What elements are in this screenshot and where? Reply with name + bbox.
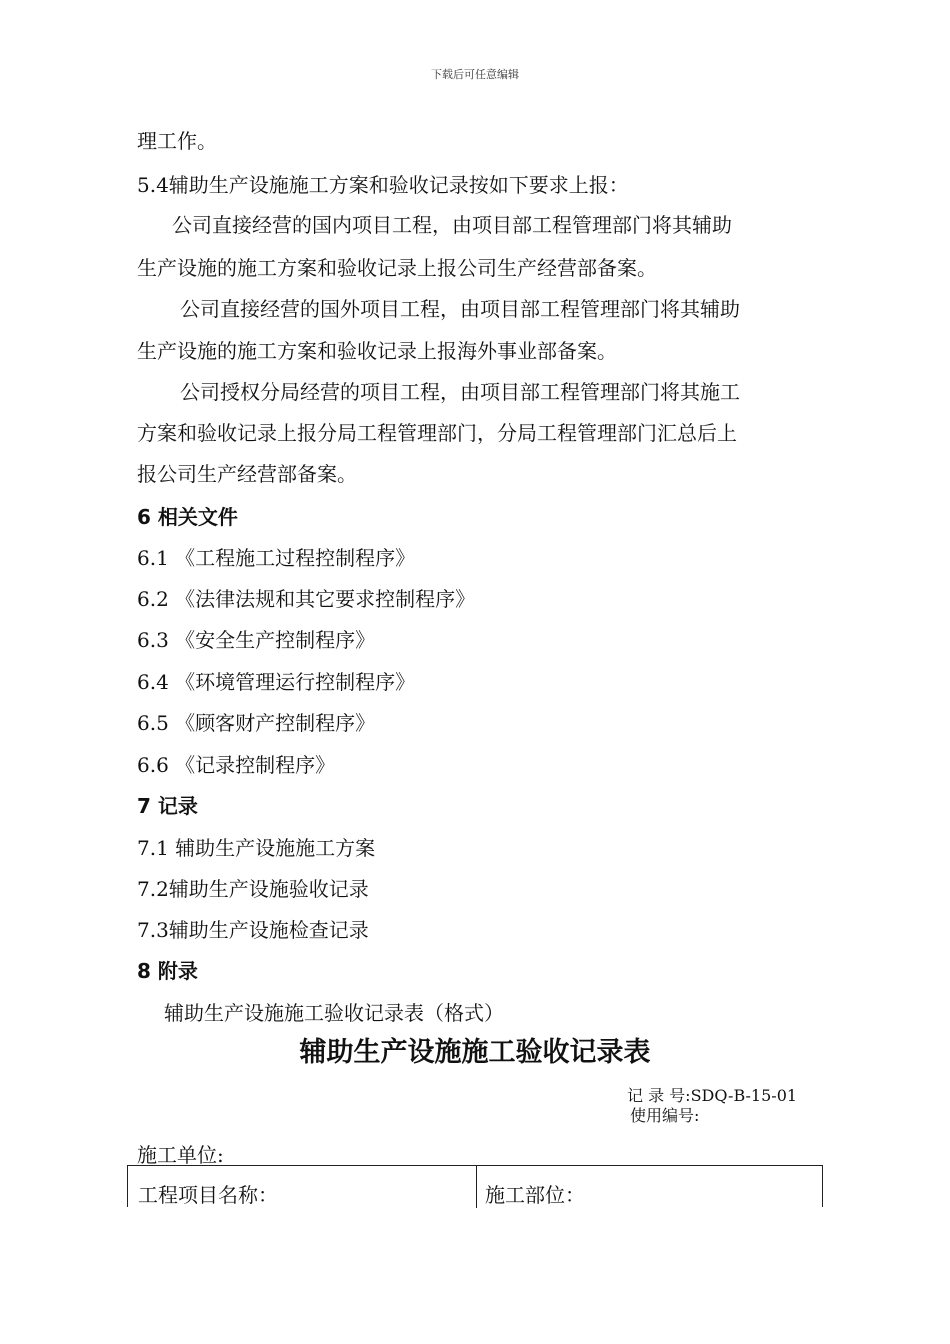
reference-item: 6.6 《记录控制程序》	[137, 753, 336, 777]
form-title: 辅助生产设施施工验收记录表	[299, 1037, 651, 1068]
construction-unit-label: 施工单位:	[137, 1143, 224, 1167]
table-divider	[476, 1166, 477, 1208]
paragraph-line: 生产设施的施工方案和验收记录上报公司生产经营部备案。	[137, 256, 657, 280]
form-table	[127, 1165, 823, 1207]
reference-item: 6.5 《顾客财产控制程序》	[137, 711, 376, 735]
header-note: 下载后可任意编辑	[431, 68, 519, 81]
construction-part-field: 施工部位：	[485, 1183, 585, 1207]
paragraph-line: 公司直接经营的国外项目工程，由项目部工程管理部门将其辅助	[180, 297, 740, 321]
paragraph-line: 理工作。	[137, 129, 217, 153]
paragraph-line: 报公司生产经营部备案。	[137, 462, 357, 486]
paragraph-line: 生产设施的施工方案和验收记录上报海外事业部备案。	[137, 339, 617, 363]
reference-item: 6.4 《环境管理运行控制程序》	[137, 670, 416, 694]
record-item: 7.3辅助生产设施检查记录	[137, 918, 369, 942]
project-name-field: 工程项目名称：	[138, 1183, 278, 1207]
appendix-caption: 辅助生产设施施工验收记录表（格式）	[164, 1001, 504, 1025]
reference-item: 6.1 《工程施工过程控制程序》	[137, 546, 416, 570]
section-heading: 7 记录	[137, 794, 198, 818]
paragraph-line: 公司直接经营的国内项目工程，由项目部工程管理部门将其辅助	[172, 213, 732, 237]
record-number: 记 录 号:SDQ-B-15-01	[627, 1086, 798, 1105]
paragraph-line: 方案和验收记录上报分局工程管理部门，分局工程管理部门汇总后上	[137, 421, 737, 445]
section-heading: 8 附录	[137, 959, 198, 983]
section-heading: 6 相关文件	[137, 505, 238, 529]
reference-item: 6.3 《安全生产控制程序》	[137, 628, 376, 652]
paragraph-line: 5.4辅助生产设施施工方案和验收记录按如下要求上报：	[137, 173, 629, 197]
usage-number: 使用编号:	[630, 1106, 700, 1125]
paragraph-line: 公司授权分局经营的项目工程，由项目部工程管理部门将其施工	[180, 380, 740, 404]
reference-item: 6.2 《法律法规和其它要求控制程序》	[137, 587, 476, 611]
record-item: 7.2辅助生产设施验收记录	[137, 877, 369, 901]
record-item: 7.1 辅助生产设施施工方案	[137, 836, 376, 860]
